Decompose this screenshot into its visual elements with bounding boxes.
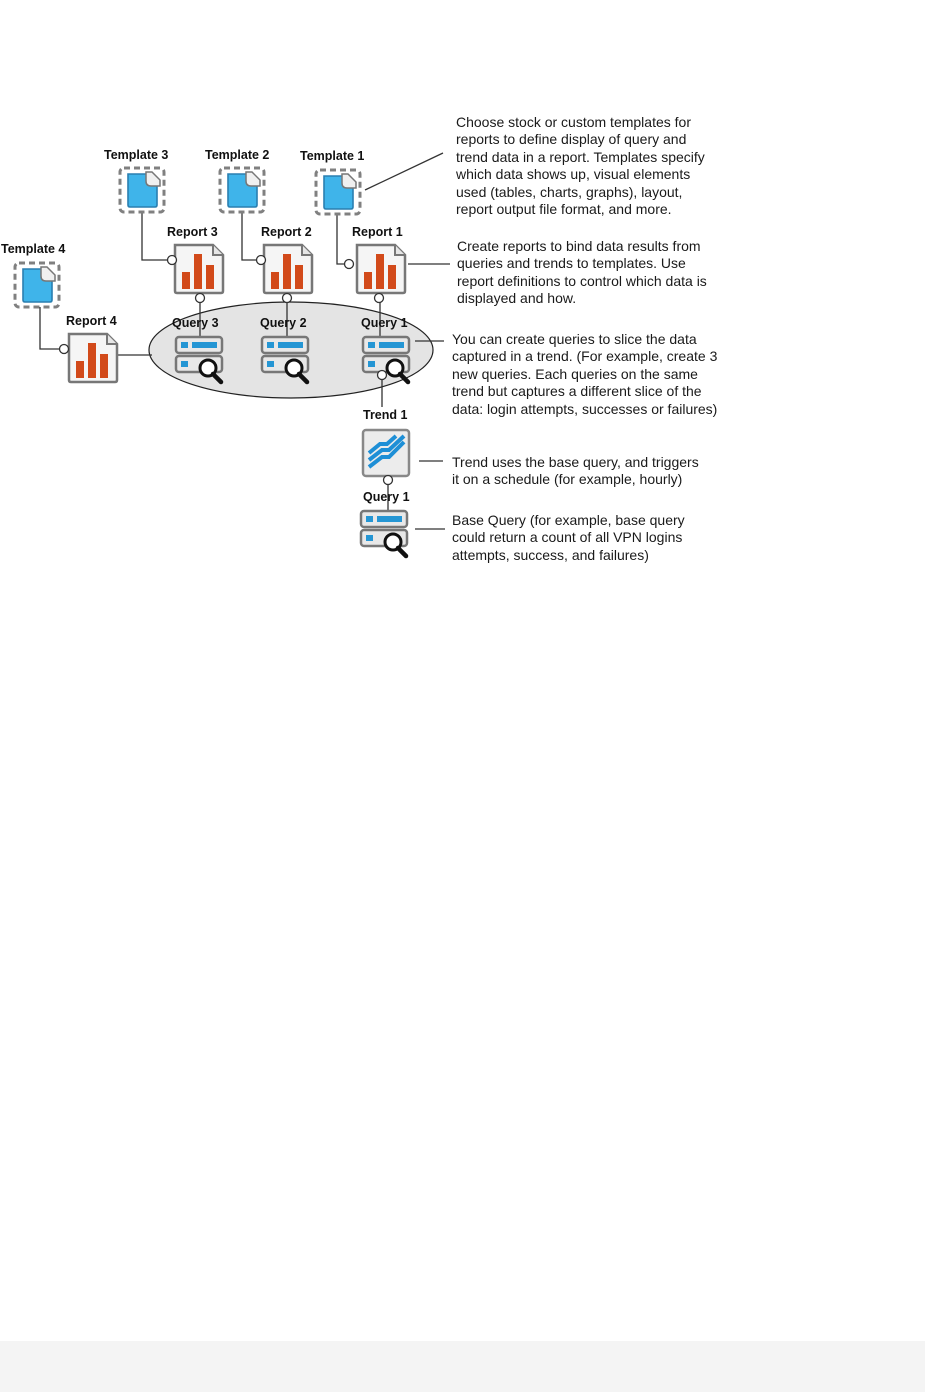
reports-annotation: Create reports to bind data results from queries and trends to templates. Use report definitions to control which data is displayed and how. (457, 238, 707, 307)
template-icon (316, 170, 360, 214)
page-footer-bar (0, 1341, 925, 1392)
query-search-icon (361, 511, 407, 556)
connector-template4-report4 (40, 305, 62, 349)
template-icon (120, 168, 164, 212)
query3-label: Query 3 (172, 316, 219, 330)
template-icon (220, 168, 264, 212)
connector-template2-report2 (242, 212, 262, 260)
template2-label: Template 2 (205, 148, 270, 162)
report-chart-icon (175, 245, 223, 293)
reporting-diagram (0, 0, 925, 620)
trend1-label: Trend 1 (363, 408, 408, 422)
report-chart-icon (357, 245, 405, 293)
query2-label: Query 2 (260, 316, 307, 330)
report-chart-icon (264, 245, 312, 293)
callout-templates (365, 153, 443, 190)
connector-template3-report3 (142, 212, 168, 260)
templates-annotation: Choose stock or custom templates for reports to define display of query and trend data in a report. Templates specify which data shows up, visual elements used (tables, charts, graphs), layout, report output file format, and more. (456, 114, 705, 218)
report3-label: Report 3 (167, 225, 218, 239)
report1-label: Report 1 (352, 225, 403, 239)
trend-icon (363, 430, 409, 476)
report-chart-icon (69, 334, 117, 382)
template1-label: Template 1 (300, 149, 365, 163)
queries-annotation: You can create queries to slice the data captured in a trend. (For example, create 3 new queries. Each queries on the same trend but captures a different slice of the data: login attempts, successes or failures) (452, 331, 718, 417)
base-query-annotation: Base Query (for example, base query could return a count of all VPN logins attempts, success, and failures) (452, 512, 685, 563)
connector-template1-report1 (337, 214, 348, 264)
template-icon (15, 263, 59, 307)
base-query-label: Query 1 (363, 490, 410, 504)
report4-label: Report 4 (66, 314, 117, 328)
template4-label: Template 4 (1, 242, 66, 256)
report2-label: Report 2 (261, 225, 312, 239)
query1-label: Query 1 (361, 316, 408, 330)
template3-label: Template 3 (104, 148, 169, 162)
trend-annotation: Trend uses the base query, and triggers it on a schedule (for example, hourly) (452, 454, 699, 488)
